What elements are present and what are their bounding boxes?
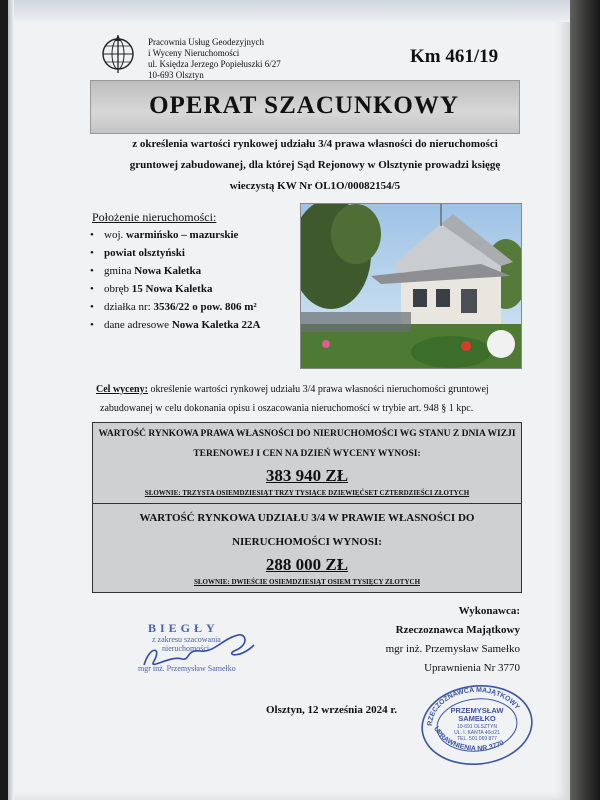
stamp-arc-bottom: UPRAWNIENIA NR 3770 (432, 725, 506, 753)
stamp-name-1: PRZEMYSŁAW (450, 706, 504, 715)
executor-license: Uprawnienia Nr 3770 (424, 662, 520, 674)
company-line-4: 10-693 Olsztyn (148, 70, 204, 80)
location-heading: Położenie nieruchomości: (92, 210, 217, 224)
document-title: OPERAT SZACUNKOWY (149, 92, 459, 119)
purpose-label: Cel wyceny: (96, 384, 148, 395)
location-value: 15 Nowa Kaletka (131, 283, 213, 295)
location-value: warmińsko – mazurskie (126, 229, 239, 241)
executor-name: mgr inż. Przemysław Samełko (385, 643, 520, 655)
location-prefix: działka nr: (104, 301, 154, 313)
location-prefix: gmina (104, 265, 135, 277)
bullet-icon: • (90, 319, 94, 331)
place-and-date: Olsztyn, 12 września 2024 r. (266, 704, 397, 716)
list-item (90, 280, 260, 298)
executor-label: Wykonawca: (458, 605, 520, 617)
share-value-heading-2: NIERUCHOMOŚCI WYNOSI: (232, 536, 382, 548)
share-value-amount: 288 000 ZŁ (265, 555, 349, 574)
list-item (90, 298, 260, 316)
round-stamp (418, 682, 536, 766)
document-subtitle (96, 134, 534, 197)
bullet-icon: • (90, 283, 94, 295)
location-value: 3536/22 o pow. 806 m² (153, 301, 257, 313)
full-value-heading-1: WARTOŚĆ RYNKOWA PRAWA WŁASNOŚCI DO NIERUCHOMOŚCI WG STANU Z DNIA WIZJI (98, 429, 516, 439)
valuation-box (92, 422, 522, 593)
company-line-2: i Wyceny Nieruchomości (148, 48, 240, 58)
stamp-line-2: z zakresu szacowania (152, 635, 221, 644)
location-prefix: woj. (104, 229, 126, 241)
full-value-amount: 383 940 ZŁ (265, 466, 349, 485)
location-value: powiat olsztyński (104, 247, 185, 259)
location-value: Nowa Kaletka 22A (171, 319, 261, 331)
share-value-heading-1: WARTOŚĆ RYNKOWA UDZIAŁU 3/4 W PRAWIE WŁASNOŚCI DO (139, 512, 475, 524)
expert-signature-stamp (130, 615, 280, 685)
location-prefix: obręb (104, 283, 132, 295)
bullet-icon: • (90, 265, 94, 277)
bullet-icon: • (90, 247, 94, 259)
subtitle-line-2: gruntowej zabudowanej, dla której Sąd Rejonowy w Olsztynie prowadzi księgę (129, 159, 501, 171)
location-list (90, 226, 260, 334)
bullet-icon: • (90, 301, 94, 313)
company-line-3: ul. Księdza Jerzego Popiełuszki 6/27 (148, 59, 281, 69)
stamp-addr-1: 10-691 OLSZTYN (456, 724, 498, 730)
purpose-text-2: zabudowanej w celu dokonania opisu i oszacowania nieruchomości w trybie art. 948 § 1 kpc. (100, 403, 474, 414)
company-line-1: Pracownia Usług Geodezyjnych (148, 37, 264, 47)
stamp-line-3: nieruchomości (162, 644, 210, 653)
page-top-edge (8, 0, 570, 22)
subtitle-line-3: wieczystą KW Nr OL1O/00082154/5 (229, 180, 401, 192)
share-value-section (93, 504, 521, 592)
property-photo (300, 203, 522, 369)
executor-block (330, 602, 520, 678)
executor-title: Rzeczoznawca Majątkowy (395, 624, 520, 636)
stamp-name-2: SAMEŁKO (458, 714, 496, 723)
full-value-heading-2: TERENOWEJ I CEN NA DZIEŃ WYCENY WYNOSI: (193, 449, 421, 459)
list-item (90, 226, 260, 244)
list-item (90, 244, 260, 262)
location-prefix: dane adresowe (104, 319, 172, 331)
list-item (90, 262, 260, 280)
subtitle-line-1: z określenia wartości rynkowej udziału 3/4 prawa własności do nieruchomości (132, 138, 498, 150)
stamp-line-1: BIEGŁY (148, 621, 219, 635)
page-binding-edge (8, 0, 14, 800)
bullet-icon: • (90, 229, 94, 241)
globe-logo-icon (98, 34, 138, 74)
stamp-arc-top: RZECZOZNAWCA MAJĄTKOWY (426, 686, 521, 727)
valuation-purpose (96, 380, 526, 418)
case-number: Km 461/19 (410, 46, 499, 67)
stamp-phone: TEL. 501 069 877 (457, 736, 497, 742)
location-value: Nowa Kaletka (134, 265, 202, 277)
share-value-in-words: SŁOWNIE: DWIEŚCIE OSIEMDZIESIĄT OSIEM TYSIĘCY ZŁOTYCH (193, 578, 421, 586)
stamp-line-4: mgr inż. Przemysław Samełko (138, 664, 236, 673)
purpose-text-1: określenie wartości rynkowej udziału 3/4 prawa własności nieruchomości gruntowej (147, 384, 489, 395)
list-item (90, 316, 260, 334)
full-value-section (93, 423, 521, 504)
full-value-in-words: SŁOWNIE: TRZYSTA OSIEMDZIESIĄT TRZY TYSIĄCE DZIEWIĘĆSET CZTERDZIEŚCI ZŁOTYCH (144, 489, 470, 497)
company-header (148, 37, 281, 81)
stamp-addr-2: UL. I. KANTA 40c/21 (454, 730, 500, 736)
